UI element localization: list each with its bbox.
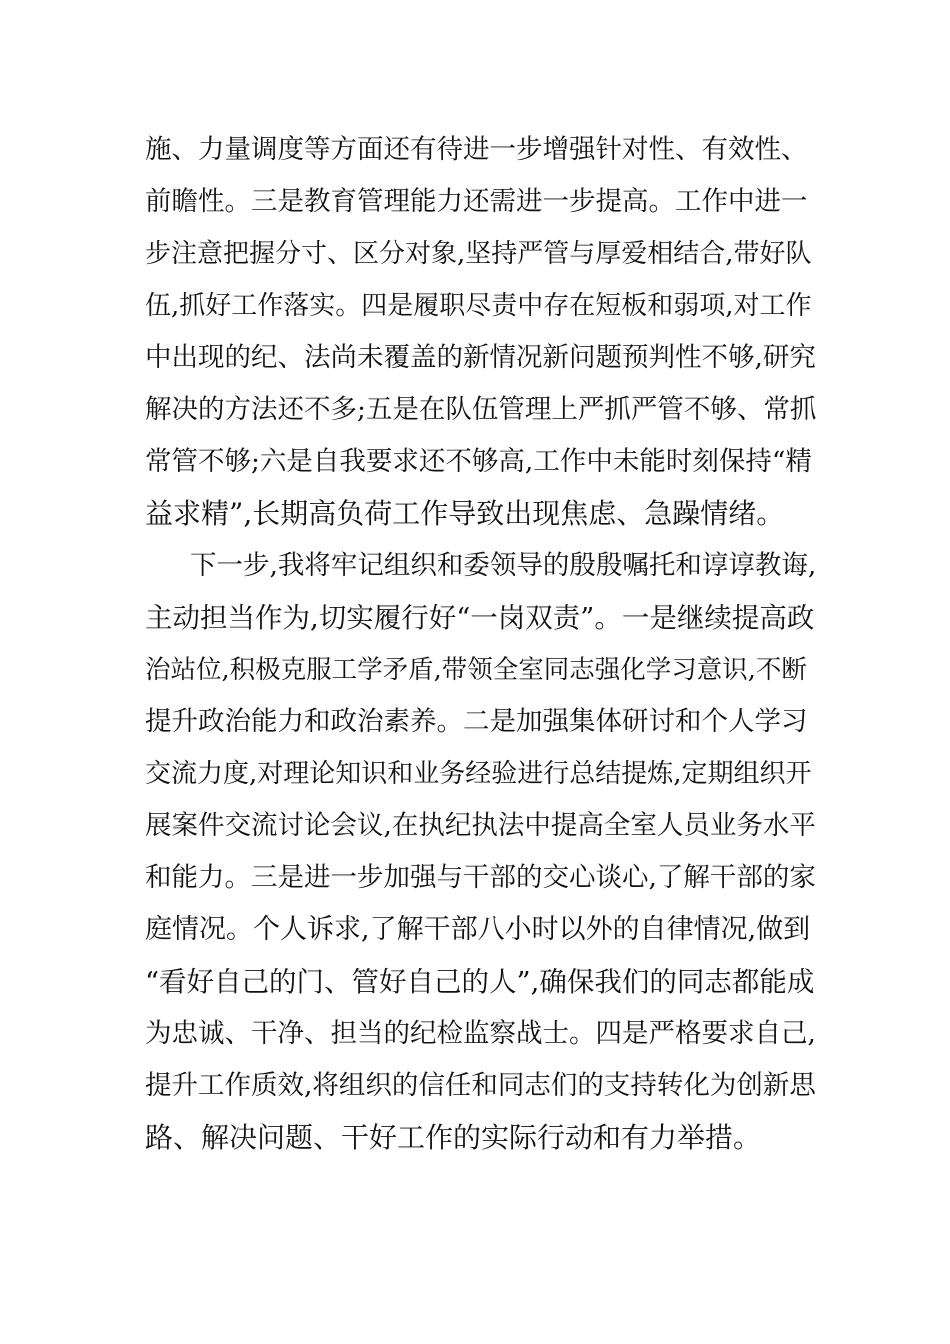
text-line: 解决的方法还不多;五是在队伍管理上严抓严管不够、常抓 <box>145 394 817 425</box>
text-line: 为忠诚、干净、担当的纪检监察战士。四是严格要求自己, <box>145 1018 816 1049</box>
text-line: 步注意把握分寸、区分对象,坚持严管与厚爱相结合,带好队 <box>145 239 812 269</box>
text-line: 伍,抓好工作落实。四是履职尽责中存在短板和弱项,对工作 <box>145 291 812 321</box>
text-line: 下一步,我将牢记组织和委领导的殷殷嘱托和谆谆教诲, <box>190 550 817 581</box>
text-line: 施、力量调度等方面还有待进一步增强针对性、有效性、 <box>145 134 808 165</box>
text-line: 展案件交流讨论会议,在执纪执法中提高全室人员业务水平 <box>145 810 816 841</box>
text-line: 交流力度,对理论知识和业务经验进行总结提炼,定期组织开 <box>145 759 812 789</box>
text-line: “看好自己的门、管好自己的人”,确保我们的同志都能成 <box>145 966 815 998</box>
text-line: 前瞻性。三是教育管理能力还需进一步提高。工作中进一 <box>145 186 808 217</box>
text-line: 路、解决问题、干好工作的实际行动和有力举措。 <box>145 1121 762 1154</box>
text-line: 主动担当作为,切实履行好“一岗双责”。一是继续提高政 <box>145 602 815 634</box>
text-line: 庭情况。个人诉求,了解干部八小时以外的自律情况,做到 <box>145 914 811 945</box>
text-line: 和能力。三是进一步加强与干部的交心谈心,了解干部的家 <box>145 862 816 893</box>
text-line: 常管不够;六是自我要求还不够高,工作中未能时刻保持“精 <box>145 446 812 477</box>
text-line: 提升工作质效,将组织的信任和同志们的支持转化为创新思 <box>145 1070 816 1101</box>
text-line: 提升政治能力和政治素养。二是加强集体研讨和个人学习 <box>145 706 808 737</box>
text-line: 中出现的纪、法尚未覆盖的新情况新问题预判性不够,研究 <box>145 342 816 373</box>
text-line: 益求精”,长期高负荷工作导致出现焦虑、急躁情绪。 <box>145 497 785 530</box>
text-line: 治站位,积极克服工学矛盾,带领全室同志强化学习意识,不断 <box>145 655 807 685</box>
